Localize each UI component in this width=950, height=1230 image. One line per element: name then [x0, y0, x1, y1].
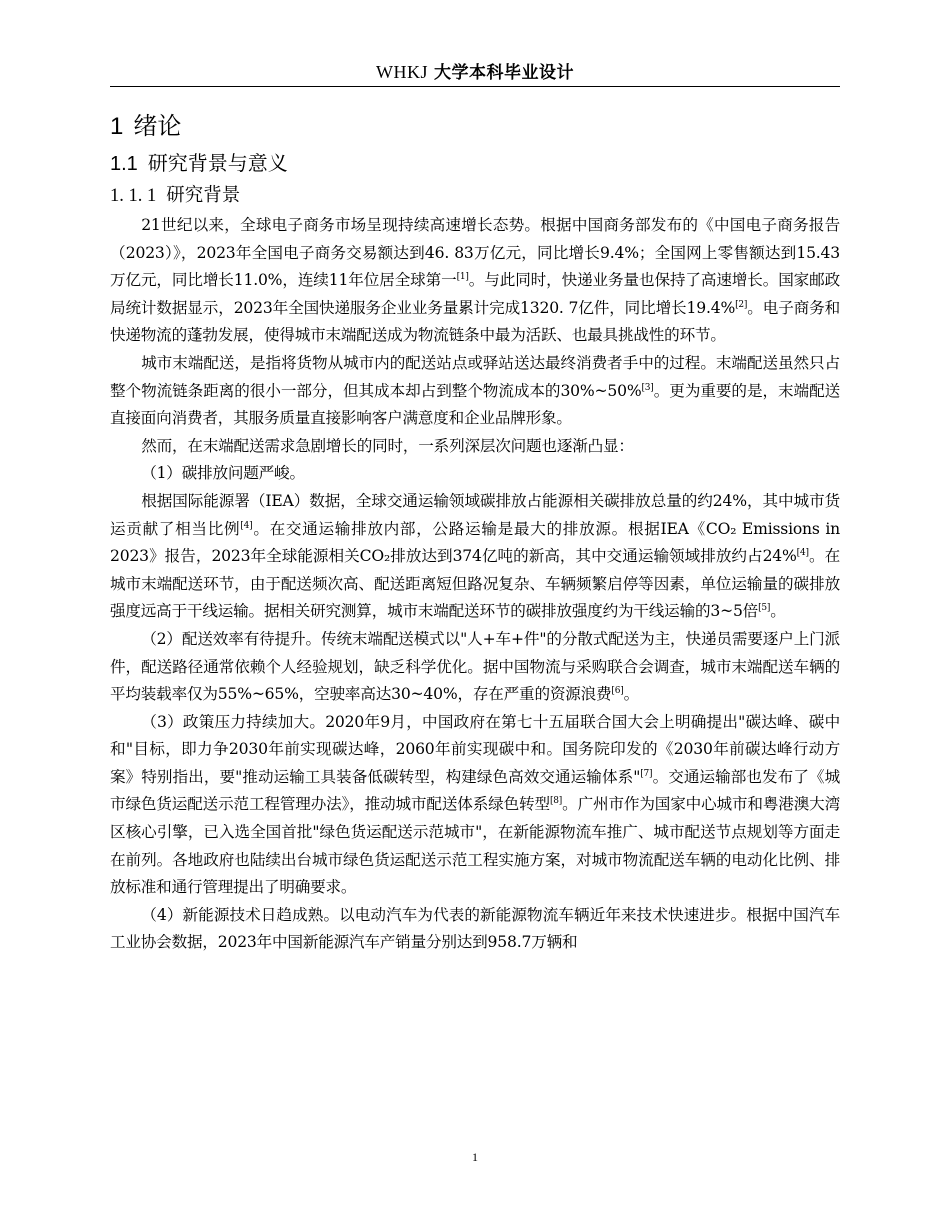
paragraph-text: 。与此同时，快递业务量也保持了高速增长。国家邮政局统计数据显示，2023年全国快递服务企业业务量累计完成1320. 7亿件，同比增长19.4% [110, 271, 840, 317]
citation-marker: [8] [549, 796, 563, 807]
body-paragraph [110, 709, 840, 902]
body-paragraph [110, 460, 840, 488]
header-title: 大学本科毕业设计 [433, 63, 574, 83]
section-heading [110, 146, 840, 180]
section-title: 研究背景与意义 [147, 151, 288, 175]
body-text [110, 212, 840, 957]
citation-marker: [4] [240, 520, 253, 531]
paragraph-text: （4）新能源技术日趋成熟。以电动汽车为代表的新能源物流车辆近年来技术快速进步。根据中国汽车工业协会数据，2023年中国新能源汽车产销量分别达到958.7万辆和 [110, 905, 840, 952]
subsection-number: 1. 1. 1 [110, 186, 157, 206]
body-paragraph [110, 433, 840, 461]
paragraph-text: 。广州市作为国家中心城市和粤港澳大湾区核心引擎，已入选全国首批"绿色货运配送示范城市"，在新能源物流车推广、城市配送节点规划等方面走在前列。各地政府也陆续出台城市绿色货运配送示范工程实施方案，对城市物流配送车辆的电动化比例、排放标准和通行管理提出了明确要求。 [110, 795, 840, 897]
citation-marker: [3] [641, 382, 654, 393]
body-paragraph [110, 902, 840, 957]
paragraph-text: 城市末端配送，是指将货物从城市内的配送站点或驿站送达最终消费者手中的过程。末端配送虽然只占整个物流链条距离的很小一部分，但其成本却占到整个物流成本的30%~50% [110, 353, 840, 400]
paragraph-text: 。交通运输部也发布了《城市绿色货运配送示范工程管理办法》，推动城市配送体系绿色转型 [110, 767, 840, 814]
citation-marker: [6] [611, 685, 624, 696]
citation-marker: [2] [735, 299, 748, 310]
chapter-heading [110, 106, 840, 146]
paragraph-text: 。 [770, 602, 786, 621]
body-paragraph [110, 212, 840, 350]
paragraph-text: （2）配送效率有待提升。传统末端配送模式以"人+车+件"的分散式配送为主，快递员需要逐户上门派件，配送路径通常依赖个人经验规划，缺乏科学优化。据中国物流与采购联合会调查，城市末端配送车辆的平均装载率仅为55%~65%，空驶率高达30~40%，存在严重的资源浪费 [110, 629, 840, 704]
citation-marker: [4] [796, 547, 809, 558]
citation-marker: [1] [456, 272, 469, 282]
paragraph-text: 。电子商务和快递物流的蓬勃发展，使得城市末端配送成为物流链条中最为活跃、也最具挑战性的环节。 [110, 298, 840, 345]
citation-marker: [7] [640, 768, 653, 779]
citation-marker: [5] [758, 603, 771, 614]
subsection-heading [110, 180, 840, 212]
body-paragraph [110, 488, 840, 626]
header-code: WHKJ [376, 62, 429, 82]
main-content [110, 106, 840, 957]
body-paragraph [110, 350, 840, 433]
page-footer [0, 1150, 950, 1165]
paragraph-text: （3）政策压力持续加大。2020年9月，中国政府在第七十五届联合国大会上明确提出"碳达峰、碳中和"目标，即力争2030年前实现碳达峰，2060年前实现碳中和。国务院印发的《2030年前碳达峰行动方案》特别指出，要"推动运输工具装备低碳转型，构建绿色高效交通运输体系" [110, 712, 840, 786]
paragraph-text: 然而，在末端配送需求急剧增长的同时，一系列深层次问题也逐渐凸显： [141, 436, 634, 455]
paragraph-text: （1）碳排放问题严峻。 [141, 464, 305, 483]
paragraph-text: 。在交通运输排放内部，公路运输是最大的排放源。根据IEA《CO₂ Emissions in 2023》报告，2023年全球能源相关CO₂排放达到374亿吨的新高，其中交通运输领域排放约占24% [110, 519, 840, 566]
subsection-title: 研究背景 [166, 185, 241, 206]
paragraph-text: 。 [623, 685, 639, 704]
running-header [110, 58, 840, 86]
paragraph-text: 。在城市末端配送环节，由于配送频次高、配送距离短但路况复杂、车辆频繁启停等因素，单位运输量的碳排放强度远高于干线运输。据相关研究测算，城市末端配送环节的碳排放强度约为干线运输的3~5倍 [110, 547, 840, 621]
paragraph-text: 根据国际能源署（IEA）数据，全球交通运输领域碳排放占能源相关碳排放总量的约24%，其中城市货运贡献了相当比例 [110, 491, 840, 538]
paragraph-text: 21世纪以来，全球电子商务市场呈现持续高速增长态势。根据中国商务部发布的《中国电子商务报告（2023）》，2023年全国电子商务交易额达到46. 83万亿元，同比增长9.4%；全国网上零售额达到15.43万亿元，同比增长11.0%，连续11年位居全球第一 [110, 216, 840, 290]
chapter-number: 1 [110, 113, 124, 140]
chapter-title: 绪论 [133, 112, 182, 140]
header-rule [110, 86, 840, 87]
page-number: 1 [472, 1150, 478, 1164]
section-number: 1.1 [110, 153, 138, 175]
paragraph-text: 。更为重要的是，末端配送直接面向消费者，其服务质量直接影响客户满意度和企业品牌形象。 [110, 381, 841, 428]
body-paragraph [110, 626, 840, 709]
